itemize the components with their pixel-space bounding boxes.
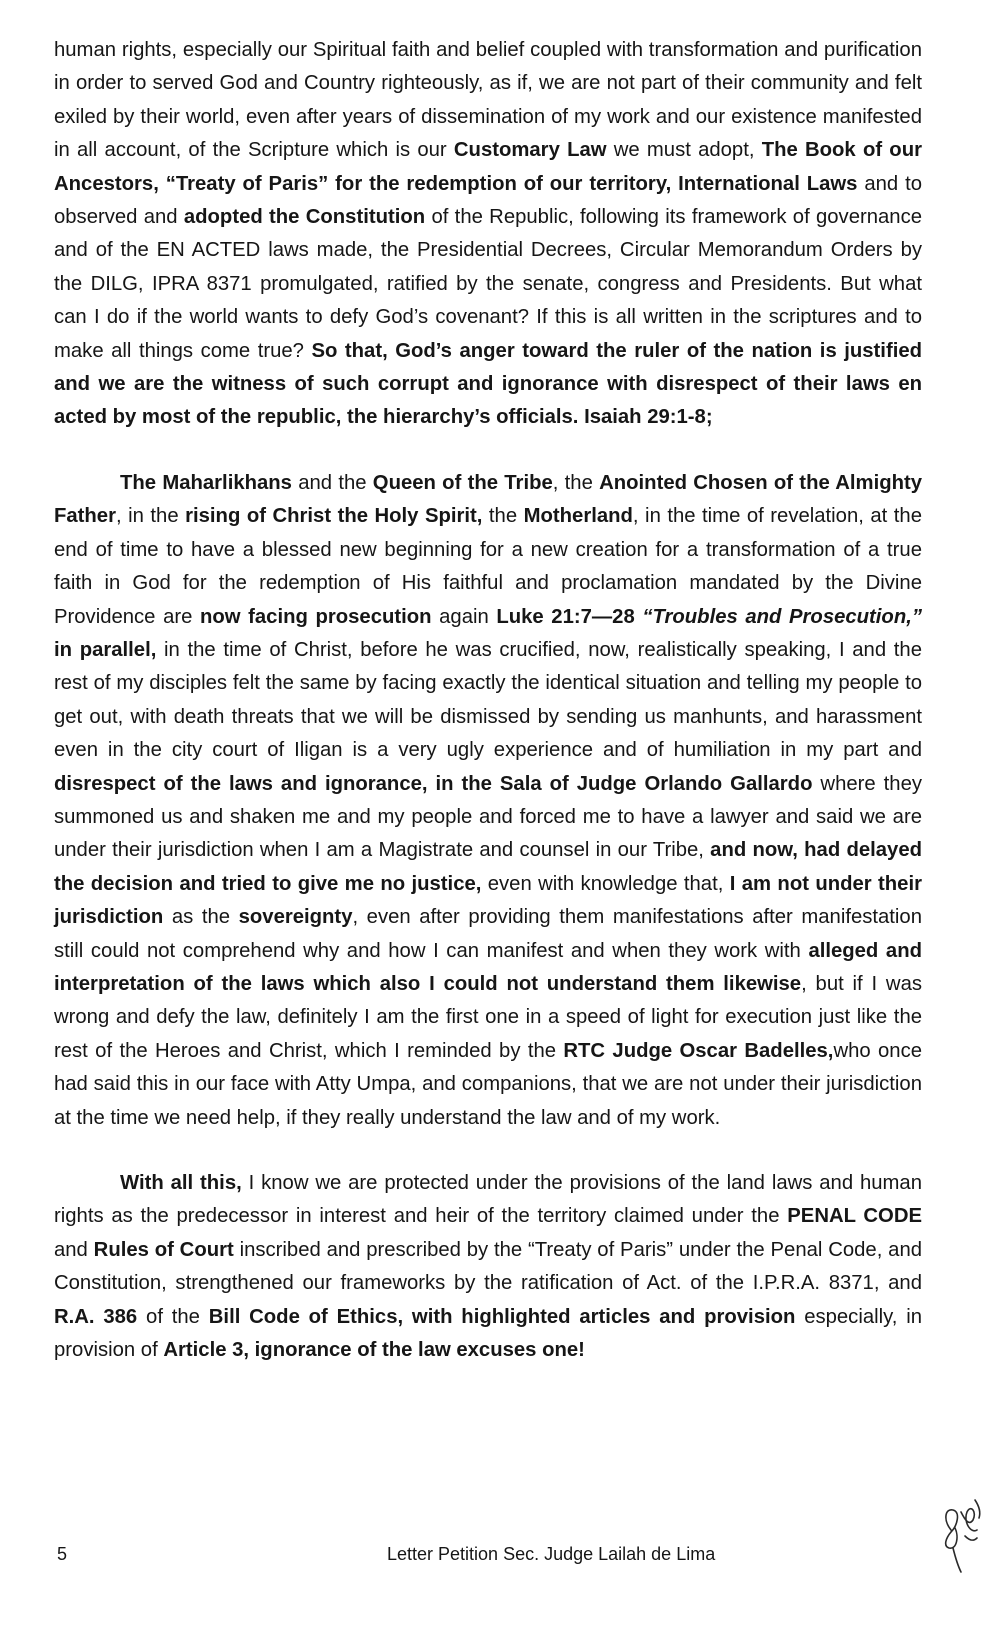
bold-text: adopted the Constitution bbox=[183, 206, 426, 229]
text-run: even with knowledge that, bbox=[481, 872, 730, 895]
body-text bbox=[54, 34, 922, 1367]
text-run: the bbox=[482, 505, 524, 528]
text-run: of the Republic, following its framework of governance and of the EN ACTED laws made, the Presidential Decrees, Circular Memorandum Orders by the DILG, IPRA 8371 promulgated, ratified by the senate, congress and Presidents. But what can I do if the world wants to defy God’s covenant? If this is all written in the scriptures and to make all things come true? bbox=[54, 206, 922, 362]
text-run: where they summoned us and shaken me and my people and forced me to have a lawyer and said we are under their jurisdiction when I am a Magistrate and counsel in our Tribe, bbox=[54, 772, 922, 862]
bold-text: alleged and interpretation of the laws which also I could not understand them likewise bbox=[54, 939, 922, 995]
bold-text: The Maharlikhans bbox=[120, 471, 292, 494]
text-run: as the bbox=[163, 906, 239, 929]
page-number: 5 bbox=[57, 1544, 68, 1564]
bold-text: The Book of our Ancestors, “Treaty of Paris” for the redemption of our territory, International Laws bbox=[54, 139, 922, 195]
text-run: again bbox=[431, 605, 497, 628]
bold-text: rising of Christ the Holy Spirit, bbox=[185, 505, 483, 528]
bold-text: PENAL CODE bbox=[787, 1205, 922, 1228]
bold-text bbox=[642, 606, 922, 628]
text-run: and bbox=[54, 1238, 94, 1261]
page-footer bbox=[57, 1544, 937, 1574]
text-run: I know we are protected under the provisions of the land laws and human rights as the predecessor in interest and heir of the territory claimed under the bbox=[54, 1172, 922, 1228]
text-run: and to observed and bbox=[54, 172, 922, 229]
bold-text: Anointed Chosen of the Almighty Father bbox=[54, 471, 923, 528]
bold-text: RTC Judge Oscar Badelles, bbox=[563, 1039, 834, 1062]
bold-text: With all this, bbox=[120, 1172, 242, 1194]
bold-text: sovereignty bbox=[238, 906, 353, 929]
bold-text: now facing prosecution bbox=[199, 605, 432, 628]
paragraph bbox=[54, 34, 922, 435]
text-run: who once had said this in our face with Atty Umpa, and companions, that we are not under their jurisdiction at the time we need help, if they really understand the law and of my work. bbox=[54, 1039, 922, 1129]
text-run: inscribed and prescribed by the “Treaty of Paris” under the Penal Code, and Constitution, strengthened our frameworks by the ratification of Act. of the I.P.R.A. 8371, and bbox=[54, 1238, 922, 1295]
bold-text: disrespect of the laws and ignorance, in the Sala of Judge Orlando Gallardo bbox=[54, 772, 813, 795]
bold-text: Customary Law bbox=[453, 139, 607, 162]
text-run: human rights, especially our Spiritual faith and belief coupled with transformation and purification in order to served God and Country righteously, as if, we are not part of their community and felt exiled by their world, even after years of dissemination of my work and our existence manifested in all account, of the Scripture which is our bbox=[54, 39, 922, 162]
text-run: , in the bbox=[115, 505, 186, 528]
italic-text: “Troubles and Prosecution,” bbox=[642, 605, 922, 628]
bold-text: So that, God’s anger toward the ruler of the nation is justified and we are the witness of such corrupt and ignorance with disrespect of their laws en acted by most of the republic, the hierarchy’s officials. Isaiah 29:1-8; bbox=[54, 339, 922, 429]
bold-text: I am not under their jurisdiction bbox=[54, 872, 922, 929]
bold-text: Rules of Court bbox=[93, 1238, 234, 1261]
text-run: we must adopt, bbox=[606, 139, 762, 162]
bold-text: in parallel, bbox=[54, 638, 157, 661]
bold-text: Bill Code of Ethics, with highlighted articles and provision bbox=[208, 1305, 796, 1328]
bold-text: Article 3, ignorance of the law excuses one! bbox=[163, 1339, 585, 1362]
handwritten-initials-icon bbox=[935, 1490, 993, 1576]
text-run: , the bbox=[552, 471, 600, 494]
bold-text: Motherland bbox=[523, 505, 633, 528]
paragraph bbox=[54, 1167, 922, 1367]
bold-text: R.A. 386 bbox=[54, 1305, 138, 1328]
text-run: especially, in provision of bbox=[54, 1305, 922, 1362]
text-run: , in the time of revelation, at the end of time to have a blessed new beginning for a new creation for a transformation of a true faith in God for the redemption of His faithful and proclamation mandated by the Divine Providence are bbox=[54, 505, 922, 628]
bold-text: Queen of the Tribe bbox=[372, 471, 553, 494]
text-run: of the bbox=[137, 1305, 209, 1328]
paragraph bbox=[54, 467, 922, 1135]
text-run: in the time of Christ, before he was crucified, now, realistically speaking, I and the rest of my disciples felt the same by facing exactly the identical situation and telling my people to get out, with death threats that we will be dismissed by sending us manhunts, and harassment even in the city court of Iligan is a very ugly experience and of humiliation in my part and bbox=[54, 638, 922, 762]
bold-text: Luke 21:7—28 bbox=[496, 605, 635, 628]
text-run: , even after providing them manifestations after manifestation still could not comprehend why and how I can manifest and when they work with bbox=[54, 906, 922, 962]
text-run: , but if I was wrong and defy the law, definitely I am the first one in a speed of light for execution just like the rest of the Heroes and Christ, which I reminded by the bbox=[54, 972, 922, 1062]
footer-title: Letter Petition Sec. Judge Lailah de Lima bbox=[387, 1544, 716, 1564]
bold-text: and now, had delayed the decision and tried to give me no justice, bbox=[54, 839, 922, 895]
text-run: and the bbox=[291, 471, 373, 494]
